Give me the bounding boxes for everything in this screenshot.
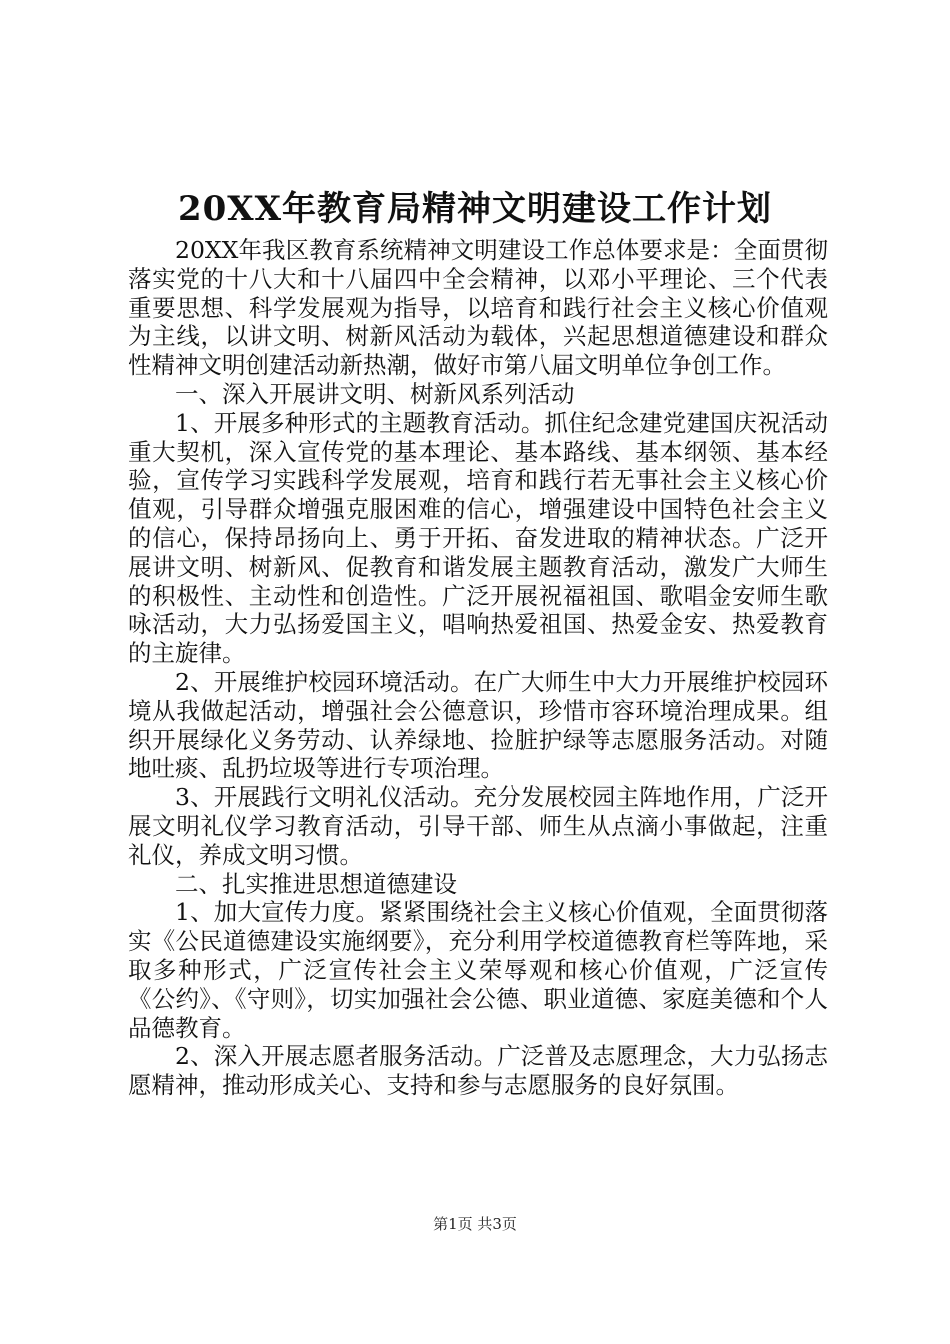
paragraph-2-2: 2、深入开展志愿者服务活动。广泛普及志愿理念，大力弘扬志愿精神，推动形成关心、支持和参与志愿服务的良好氛围。 bbox=[128, 1042, 828, 1100]
paragraph-2-1: 1、加大宣传力度。紧紧围绕社会主义核心价值观，全面贯彻落实《公民道德建设实施纲要》，充分利用学校道德教育栏等阵地，采取多种形式，广泛宣传社会主义荣辱观和核心价值观，广泛宣传《公约》、《守则》，切实加强社会公德、职业道德、家庭美德和个人品德教育。 bbox=[128, 898, 828, 1042]
document-title: 20XX年教育局精神文明建设工作计划 bbox=[177, 189, 773, 229]
paragraph-intro: 20XX年我区教育系统精神文明建设工作总体要求是：全面贯彻落实党的十八大和十八届四中全会精神，以邓小平理论、三个代表重要思想、科学发展观为指导，以培育和践行社会主义核心价值观为主线，以讲文明、树新风活动为载体，兴起思想道德建设和群众性精神文明创建活动新热潮，做好市第八届文明单位争创工作。 bbox=[128, 236, 828, 380]
paragraph-1-2: 2、开展维护校园环境活动。在广大师生中大力开展维护校园环境从我做起活动，增强社会公德意识，珍惜市容环境治理成果。组织开展绿化义务劳动、认养绿地、捡脏护绿等志愿服务活动。对随地吐痰、乱扔垃圾等进行专项治理。 bbox=[128, 667, 828, 783]
paragraph-1-1: 1、开展多种形式的主题教育活动。抓住纪念建党建国庆祝活动重大契机，深入宣传党的基本理论、基本路线、基本纲领、基本经验，宣传学习实践科学发展观，培育和践行若无事社会主义核心价值观，引导群众增强克服困难的信心，增强建设中国特色社会主义的信心，保持昂扬向上、勇于开拓、奋发进取的精神状态。广泛开展讲文明、树新风、促教育和谐发展主题教育活动，激发广大师生的积极性、主动性和创造性。广泛开展祝福祖国、歌唱金安师生歌咏活动，大力弘扬爱国主义，唱响热爱祖国、热爱金安、热爱教育的主旋律。 bbox=[128, 408, 828, 668]
page-footer: 第1页 共3页 bbox=[433, 1215, 517, 1233]
document-body bbox=[128, 236, 828, 1100]
paragraph-1-3: 3、开展践行文明礼仪活动。充分发展校园主阵地作用，广泛开展文明礼仪学习教育活动，引导干部、师生从点滴小事做起，注重礼仪，养成文明习惯。 bbox=[128, 783, 828, 869]
section-heading-1: 一、深入开展讲文明、树新风系列活动 bbox=[175, 379, 575, 408]
section-heading-2: 二、扎实推进思想道德建设 bbox=[175, 869, 457, 898]
